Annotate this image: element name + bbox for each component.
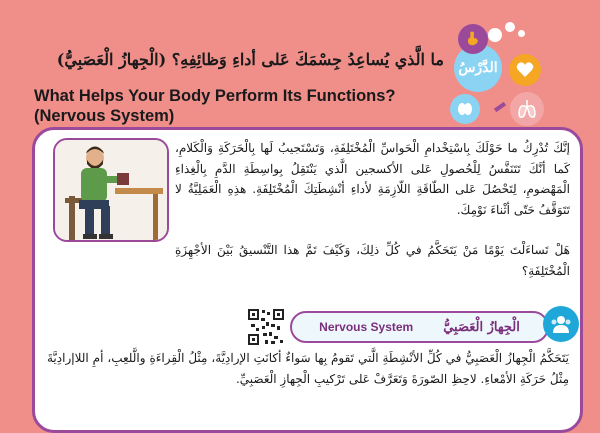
section-title-arabic: الْجِهازُ الْعَصَبِيُّ <box>443 319 520 335</box>
reading-boy-illustration <box>53 138 169 242</box>
content-card <box>32 127 583 433</box>
stomach-icon <box>458 24 488 54</box>
section-heading <box>290 311 549 343</box>
decor-bubble <box>518 30 525 37</box>
heart-icon <box>509 54 541 86</box>
hammer-icon <box>490 96 510 116</box>
intro-paragraph: إنَّكَ تُدْرِكُ ما حَوْلَكَ بِاسْتِخْدامِ الْحَواسِّ الْمُخْتَلِفَةِ، وَتَسْتَجيبُ لَها بِالْحَرَكَةِ وَالْكَلامِ، كَما أنَّكَ تَتَنَفَّسُ لِلْحُصولِ عَلى الأكسجين الَّذي يَنْتَقِلُ بِواسِطَةِ الدَّمِ بِالْغِذاءِ الْمَهْضومِ، لِتَحْصُلَ عَلى الطّاقَةِ اللّازِمَةِ لأداءِ أنْشِطَتِكَ الْمُخْتَلِفَةِ. هذِهِ الْعَمَلِيَّةُ لا تَتَوَقَّفُ حَتّى أثْناءَ نَوْمِكَ. <box>175 141 570 217</box>
lungs-icon <box>510 92 544 126</box>
people-icon <box>543 306 579 342</box>
lesson-title-arabic: ما الَّذي يُساعِدُ جِسْمَكَ عَلى أداءِ وَظائِفِهِ؟ (الْجِهازُ الْعَصَبِيُّ) <box>56 50 444 69</box>
question-paragraph: هَلْ تَساءَلْتَ يَوْمًا مَنْ يَتَحَكَّمُ في كُلِّ ذلِكَ، وَكَيْفَ تَمَّ هذا التَّنْسيقُ بَيْنَ الأجْهِزَةِ الْمُخْتَلِفَةِ؟ <box>175 243 570 278</box>
lesson-title-english-line2: (Nervous System) <box>34 107 175 125</box>
nervous-system-paragraph: يَتَحَكَّمُ الْجِهازُ الْعَصَبِيُّ في كُلِّ الأنْشِطَةِ الَّتي تَقومُ بِها سَواءٌ أكانَتِ الإرادِيَّةَ، مِثْلُ الْقِراءَةِ والَّلعِبِ، أمِ اللاإرادِيَّةَ مِثْلُ حَرَكَةِ الأمْعاءِ. لاحِظِ الصّورَةَ وَتَعَرَّفْ عَلى تَرْكيبِ الْجِهازِ الْعَصَبِيِّ. <box>47 351 569 386</box>
lesson-title-english <box>34 86 454 126</box>
lesson-badge: الدَّرْسُ <box>454 44 502 92</box>
qr-code[interactable] <box>247 308 285 346</box>
decor-bubble <box>505 22 515 32</box>
lesson-title-english-line1: What Helps Your Body Perform Its Functions? <box>34 87 396 105</box>
decor-bubble <box>488 28 502 42</box>
section-title-english: Nervous System <box>319 320 414 334</box>
kidney-icon <box>450 94 480 124</box>
